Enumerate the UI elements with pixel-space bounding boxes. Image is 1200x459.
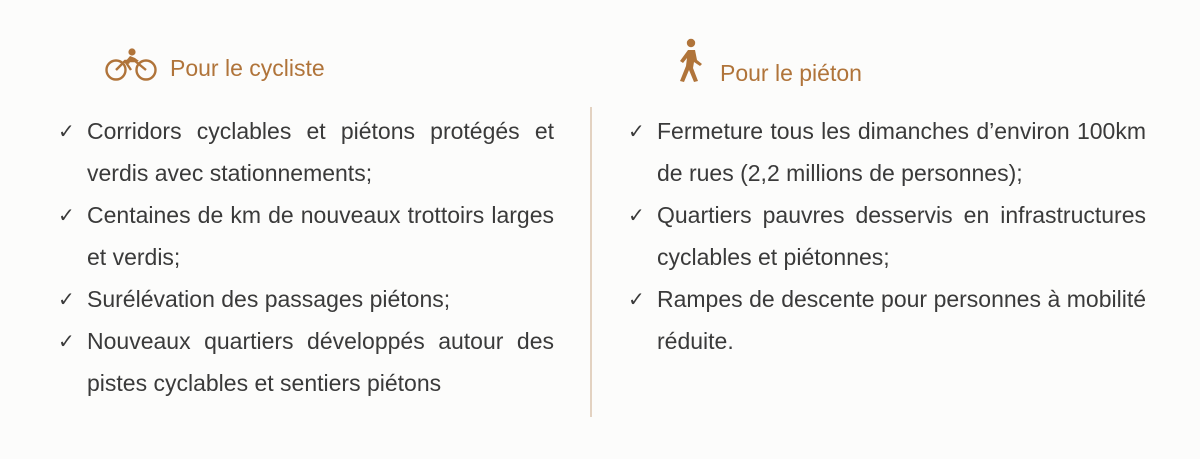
pedestrian-header — [674, 38, 862, 90]
list-item: ✓ Rampes de descente pour personnes à mobilité réduite. — [628, 278, 1146, 362]
list-item: ✓ Surélévation des passages piétons; — [58, 278, 554, 320]
cyclist-title: Pour le cycliste — [170, 54, 325, 81]
check-icon: ✓ — [58, 329, 75, 353]
list-item: ✓ Corridors cyclables et piétons protégés et verdis avec stationnements; — [58, 110, 554, 194]
column-divider — [590, 107, 592, 417]
check-icon: ✓ — [58, 203, 75, 227]
pedestrian-list — [628, 110, 1146, 362]
list-item: ✓ Nouveaux quartiers développés autour des pistes cyclables et sentiers piétons — [58, 320, 554, 404]
cyclist-icon — [105, 48, 157, 88]
check-icon: ✓ — [58, 119, 75, 143]
pedestrian-icon — [674, 38, 704, 90]
list-item: ✓ Quartiers pauvres desservis en infrastructures cyclables et piétonnes; — [628, 194, 1146, 278]
cyclist-header — [105, 48, 325, 88]
pedestrian-title: Pour le piéton — [720, 59, 862, 86]
check-icon: ✓ — [58, 287, 75, 311]
check-icon: ✓ — [628, 287, 645, 311]
list-item: ✓ Centaines de km de nouveaux trottoirs larges et verdis; — [58, 194, 554, 278]
cyclist-list — [58, 110, 554, 404]
check-icon: ✓ — [628, 203, 645, 227]
list-item: ✓ Fermeture tous les dimanches d’environ 100km de rues (2,2 millions de personnes); — [628, 110, 1146, 194]
check-icon: ✓ — [628, 119, 645, 143]
